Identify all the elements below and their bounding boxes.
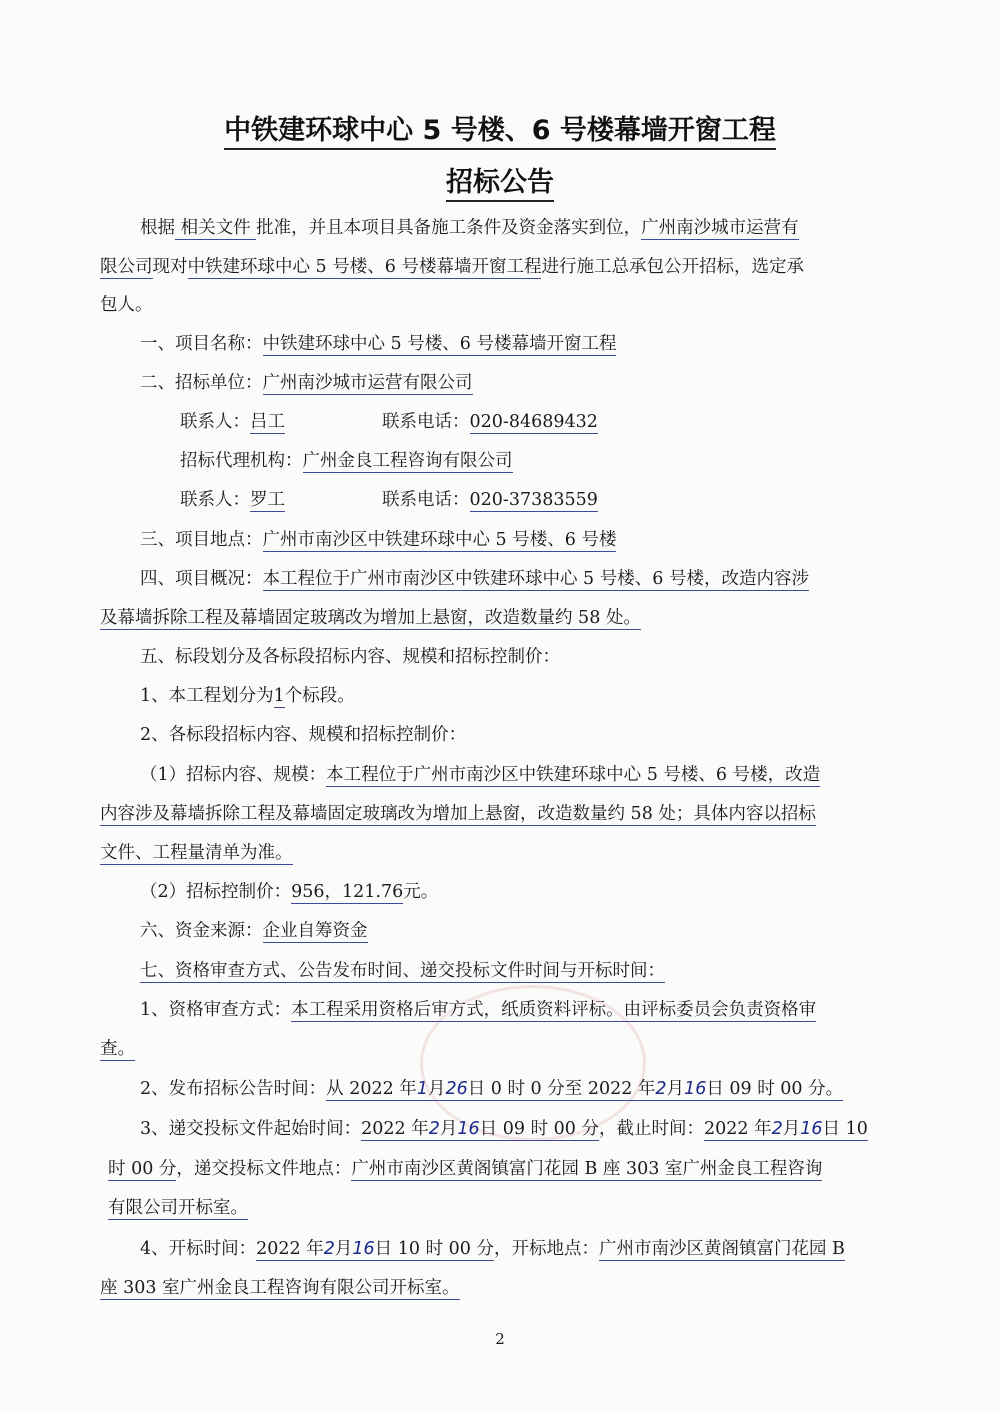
section-7-heading: 七、资格审查方式、公告发布时间、递交投标文件时间与开标时间： [140, 961, 665, 981]
section-5-item-2: 2、各标段招标内容、规模和招标控制价： [140, 725, 467, 745]
agency-contact: 联系人：罗工 [180, 490, 285, 510]
intro-line-3: 包人。 [100, 295, 153, 315]
project-location: 三、项目地点：广州市南沙区中铁建环球中心 5 号楼、6 号楼 [140, 530, 617, 550]
project-overview-line-2: 及幕墙拆除工程及幕墙固定玻璃改为增加上悬窗，改造数量约 58 处。 [100, 608, 641, 628]
tenderer-contact: 联系人：吕工 [180, 412, 285, 432]
project-name: 一、项目名称：中铁建环球中心 5 号楼、6 号楼幕墙开窗工程 [140, 334, 617, 354]
submission-time-line-3: 有限公司开标室。 [108, 1198, 248, 1218]
submission-time-line-1: 3、递交投标文件起始时间：2022 年2月16日 09 时 00 分，截止时间：2022 年2月16日 10 [140, 1119, 868, 1139]
section-5-item-1: 1、本工程划分为1个标段。 [140, 686, 355, 706]
section-5-heading: 五、标段划分及各标段招标内容、规模和招标控制价： [140, 647, 560, 667]
document-subtitle: 招标公告 [0, 160, 1000, 199]
page-number: 2 [495, 1330, 505, 1348]
submission-time-line-2: 时 00 分，递交投标文件地点：广州市南沙区黄阁镇富门花园 B 座 303 室广州金良工程咨询 [108, 1159, 823, 1179]
project-overview-line-1: 四、项目概况：本工程位于广州市南沙区中铁建环球中心 5 号楼、6 号楼，改造内容涉 [140, 569, 809, 589]
fund-source: 六、资金来源：企业自筹资金 [140, 921, 368, 941]
control-price: （2）招标控制价：956，121.76元。 [140, 882, 439, 902]
qualification-line-2: 查。 [100, 1039, 135, 1059]
intro-line-2: 限公司现对中铁建环球中心 5 号楼、6 号楼幕墙开窗工程进行施工总承包公开招标，选定承 [100, 257, 804, 277]
scope-line-1: （1）招标内容、规模：本工程位于广州市南沙区中铁建环球中心 5 号楼、6 号楼，改造 [140, 765, 821, 785]
tenderer: 二、招标单位：广州南沙城市运营有限公司 [140, 373, 473, 393]
scope-line-2: 内容涉及幕墙拆除工程及幕墙固定玻璃改为增加上悬窗，改造数量约 58 处；具体内容以招标 [100, 804, 816, 824]
intro-line-1: 根据 相关文件 批准，并且本项目具备施工条件及资金落实到位，广州南沙城市运营有 [140, 218, 799, 238]
scope-line-3: 文件、工程量清单为准。 [100, 843, 293, 863]
opening-time-line-1: 4、开标时间：2022 年2月16日 10 时 00 分，开标地点：广州市南沙区黄阁镇富门花园 B [140, 1239, 845, 1259]
agency: 招标代理机构：广州金良工程咨询有限公司 [180, 451, 513, 471]
tenderer-phone: 联系电话：020-84689432 [382, 412, 598, 432]
agency-phone: 联系电话：020-37383559 [382, 490, 598, 510]
qualification-line-1: 1、资格审查方式：本工程采用资格后审方式，纸质资料评标。由评标委员会负责资格审 [140, 1000, 817, 1020]
opening-time-line-2: 座 303 室广州金良工程咨询有限公司开标室。 [100, 1278, 460, 1298]
document-title: 中铁建环球中心 5 号楼、6 号楼幕墙开窗工程 [0, 108, 1000, 147]
announcement-time: 2、发布招标公告时间：从 2022 年1月26日 0 时 0 分至 2022 年2月16日 09 时 00 分。 [140, 1079, 844, 1099]
